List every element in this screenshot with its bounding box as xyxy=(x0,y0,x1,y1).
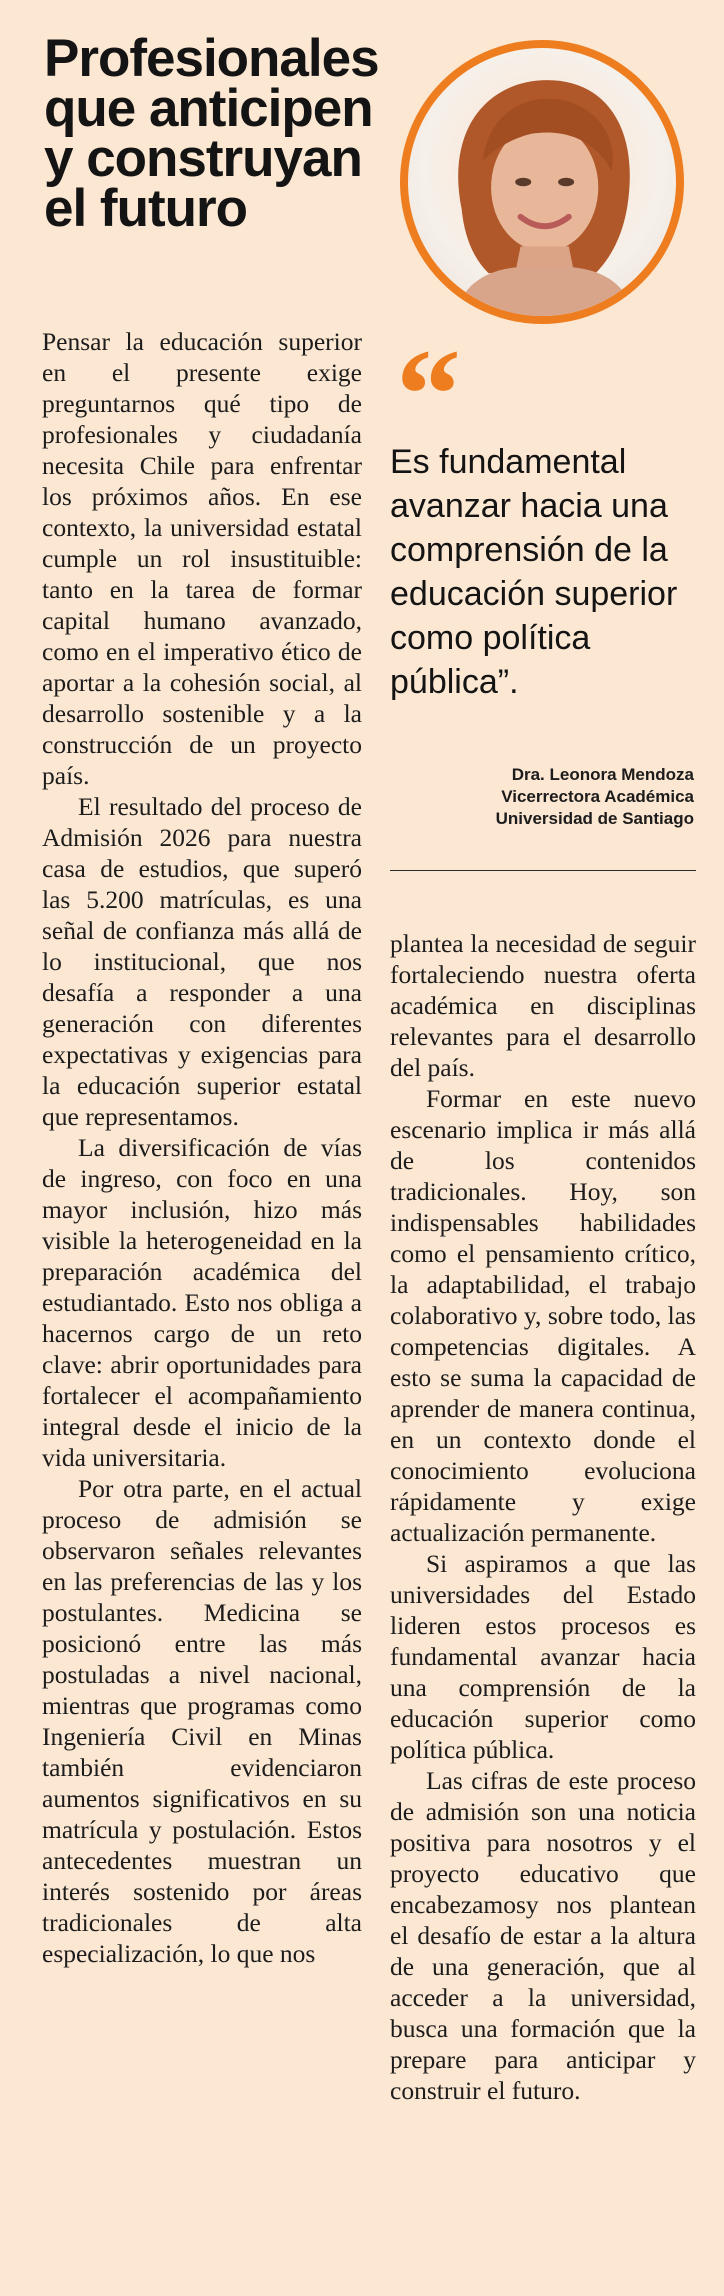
headline-line: y construyan xyxy=(44,129,362,188)
headline xyxy=(44,29,384,238)
body-paragraph: La diversificación de vías de ingreso, con foco en una mayor inclusión, hizo más visible la heterogeneidad en la preparación académica del estudiantado. Esto nos obliga a hacernos cargo de un reto clave: abrir oportunidades para fortalecer el acompañamiento integral desde el inicio de la vida universitaria. xyxy=(42,1133,362,1472)
author-institution: Universidad de Santiago xyxy=(495,809,694,828)
author-role: Vicerrectora Académica xyxy=(501,787,694,806)
attribution xyxy=(496,764,694,830)
author-portrait xyxy=(400,40,684,324)
headline-line: Profesionales xyxy=(44,29,379,88)
pull-quote: Es fundamental avanzar hacia una comprensión de la educación superior como política pública”. xyxy=(390,443,678,701)
body-paragraph: plantea la necesidad de seguir fortaleciendo nuestra oferta académica en disciplinas relevantes para el desarrollo del país. xyxy=(390,929,696,1082)
author-photo-illustration xyxy=(408,48,676,316)
body-paragraph: Por otra parte, en el actual proceso de admisión se observaron señales relevantes en las preferencias de las y los postulantes. Medicina se posicionó entre las más postuladas a nivel nacional, mientras que programas como Ingeniería Civil en Minas también evidenciaron aumentos significativos en su matrícula y postulación. Estos antecedentes muestran un interés sostenido por áreas tradicionales de alta especialización, lo que nos xyxy=(42,1474,362,1968)
body-column-right xyxy=(390,928,696,2106)
divider xyxy=(390,870,696,871)
headline-line: que anticipen xyxy=(44,79,373,138)
headline-line: el futuro xyxy=(44,179,247,238)
body-paragraph: Pensar la educación superior en el presente exige preguntarnos qué tipo de profesionales y ciudadanía necesita Chile para enfrentar los próximos años. En ese contexto, la universidad estatal cumple un rol insustituible: tanto en la tarea de formar capital humano avanzado, como en el imperativo ético de aportar a la cohesión social, al desarrollo sostenible y a la construcción de un proyecto país. xyxy=(42,327,362,790)
author-name: Dra. Leonora Mendoza xyxy=(511,765,694,784)
body-column-left xyxy=(42,326,362,1969)
body-paragraph: Si aspiramos a que las universidades del Estado lideren estos procesos es fundamental avanzar hacia una comprensión de la educación superior como política pública. xyxy=(390,1549,696,1764)
body-paragraph: Las cifras de este proceso de admisión son una noticia positiva para nosotros y el proyecto educativo que encabezamosy nos plantean el desafío de estar a la altura de una generación, que al acceder a la universidad, busca una formación que la prepare para anticipar y construir el futuro. xyxy=(390,1766,696,2105)
quote-mark: “ xyxy=(396,323,461,467)
body-paragraph: Formar en este nuevo escenario implica ir más allá de los contenidos tradicionales. Hoy, son indispensables habilidades como el pensamiento crítico, la adaptabilidad, el trabajo colaborativo y, sobre todo, las competencias digitales. A esto se suma la capacidad de aprender de manera continua, en un contexto donde el conocimiento evoluciona rápidamente y exige actualización permanente. xyxy=(390,1084,696,1547)
body-paragraph: El resultado del proceso de Admisión 2026 para nuestra casa de estudios, que superó las 5.200 matrículas, es una señal de confianza más allá de lo institucional, que nos desafía a responder a una generación con diferentes expectativas y exigencias para la educación superior estatal que representamos. xyxy=(42,792,362,1131)
